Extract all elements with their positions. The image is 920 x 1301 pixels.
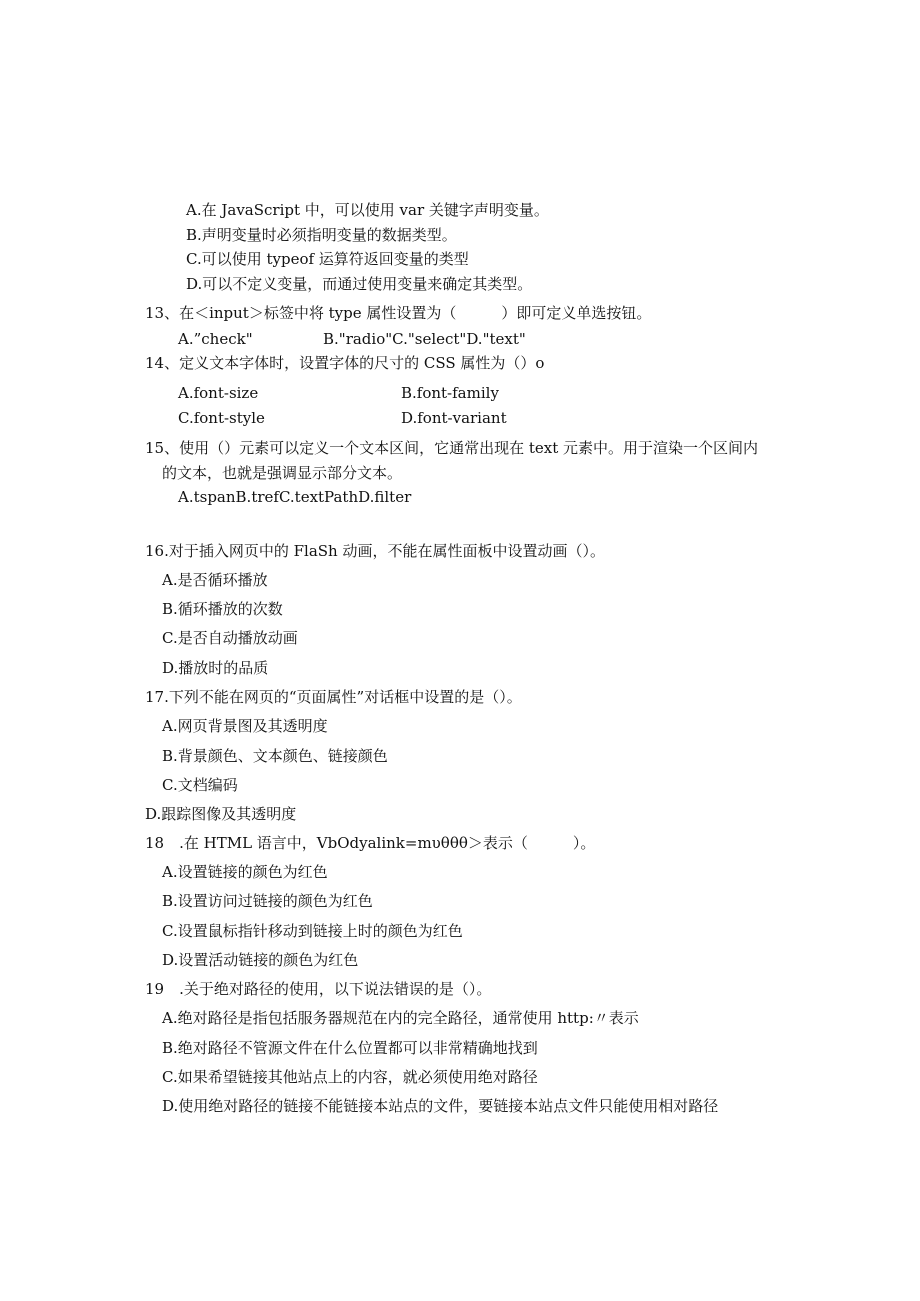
q15-options: A.tspanB.trefC.textPathD.filter bbox=[178, 488, 412, 506]
q18-option-d: D.设置活动链接的颜色为红色 bbox=[162, 951, 359, 969]
q16-option-c: C.是否自动播放动画 bbox=[162, 629, 298, 647]
q14-option-a: A.font-size bbox=[178, 384, 259, 402]
q16-option-d: D.播放时的品质 bbox=[162, 659, 269, 677]
q12-option-b: B.声明变量时必须指明变量的数据类型。 bbox=[186, 226, 457, 244]
q18-option-b: B.设置访问过链接的颜色为红色 bbox=[162, 892, 373, 910]
q17-option-d: D.跟踪图像及其透明度 bbox=[145, 805, 297, 823]
q12-option-d: D.可以不定义变量，而通过使用变量来确定其类型。 bbox=[186, 275, 533, 293]
q19-option-a: A.绝对路径是指包括服务器规范在内的完全路径，通常使用 http:〃表示 bbox=[162, 1009, 639, 1027]
q14-option-d: D.font-variant bbox=[401, 409, 507, 427]
q12-option-a: A.在 JavaScript 中，可以使用 var 关键字声明变量。 bbox=[186, 201, 549, 219]
q14-option-b: B.font-family bbox=[401, 384, 499, 402]
q19-option-c: C.如果希望链接其他站点上的内容，就必须使用绝对路径 bbox=[162, 1068, 538, 1086]
q14-option-c: C.font-style bbox=[178, 409, 265, 427]
q19-stem: 19 .关于绝对路径的使用，以下说法错误的是（）。 bbox=[145, 980, 492, 998]
q15-stem-line1: 15、使用（）元素可以定义一个文本区间，它通常出现在 text 元素中。用于渲染一个区间内 bbox=[145, 439, 759, 457]
q19-option-b: B.绝对路径不管源文件在什么位置都可以非常精确地找到 bbox=[162, 1039, 538, 1057]
q18-stem: 18 .在 HTML 语言中，VbOdyalink=mυθθθ＞表示（ ）。 bbox=[145, 834, 596, 852]
q17-option-c: C.文档编码 bbox=[162, 776, 238, 794]
q17-option-a: A.网页背景图及其透明度 bbox=[162, 717, 328, 735]
q12-option-c: C.可以使用 typeof 运算符返回变量的类型 bbox=[186, 250, 469, 268]
q19-option-d: D.使用绝对路径的链接不能链接本站点的文件，要链接本站点文件只能使用相对路径 bbox=[162, 1097, 719, 1115]
q14-stem: 14、定义文本字体时，设置字体的尺寸的 CSS 属性为（）o bbox=[145, 354, 545, 372]
q17-stem: 17.下列不能在网页的“页面属性”对话框中设置的是（）。 bbox=[145, 688, 522, 706]
q16-option-b: B.循环播放的次数 bbox=[162, 600, 283, 618]
q18-option-a: A.设置链接的颜色为红色 bbox=[162, 863, 328, 881]
q13-option-a: A.”check" bbox=[178, 330, 253, 348]
q16-option-a: A.是否循环播放 bbox=[162, 571, 268, 589]
q17-option-b: B.背景颜色、文本颜色、链接颜色 bbox=[162, 747, 388, 765]
q15-stem-line2: 的文本，也就是强调显示部分文本。 bbox=[162, 464, 403, 482]
q13-options-bcd: B."radio"C."select"D."text" bbox=[323, 330, 526, 348]
q18-option-c: C.设置鼠标指针移动到链接上时的颜色为红色 bbox=[162, 922, 463, 940]
q13-stem: 13、在＜input＞标签中将 type 属性设置为（ ）即可定义单选按钮。 bbox=[145, 304, 652, 322]
q16-stem: 16.对于插入网页中的 FlaSh 动画，不能在属性面板中设置动画（）。 bbox=[145, 542, 605, 560]
